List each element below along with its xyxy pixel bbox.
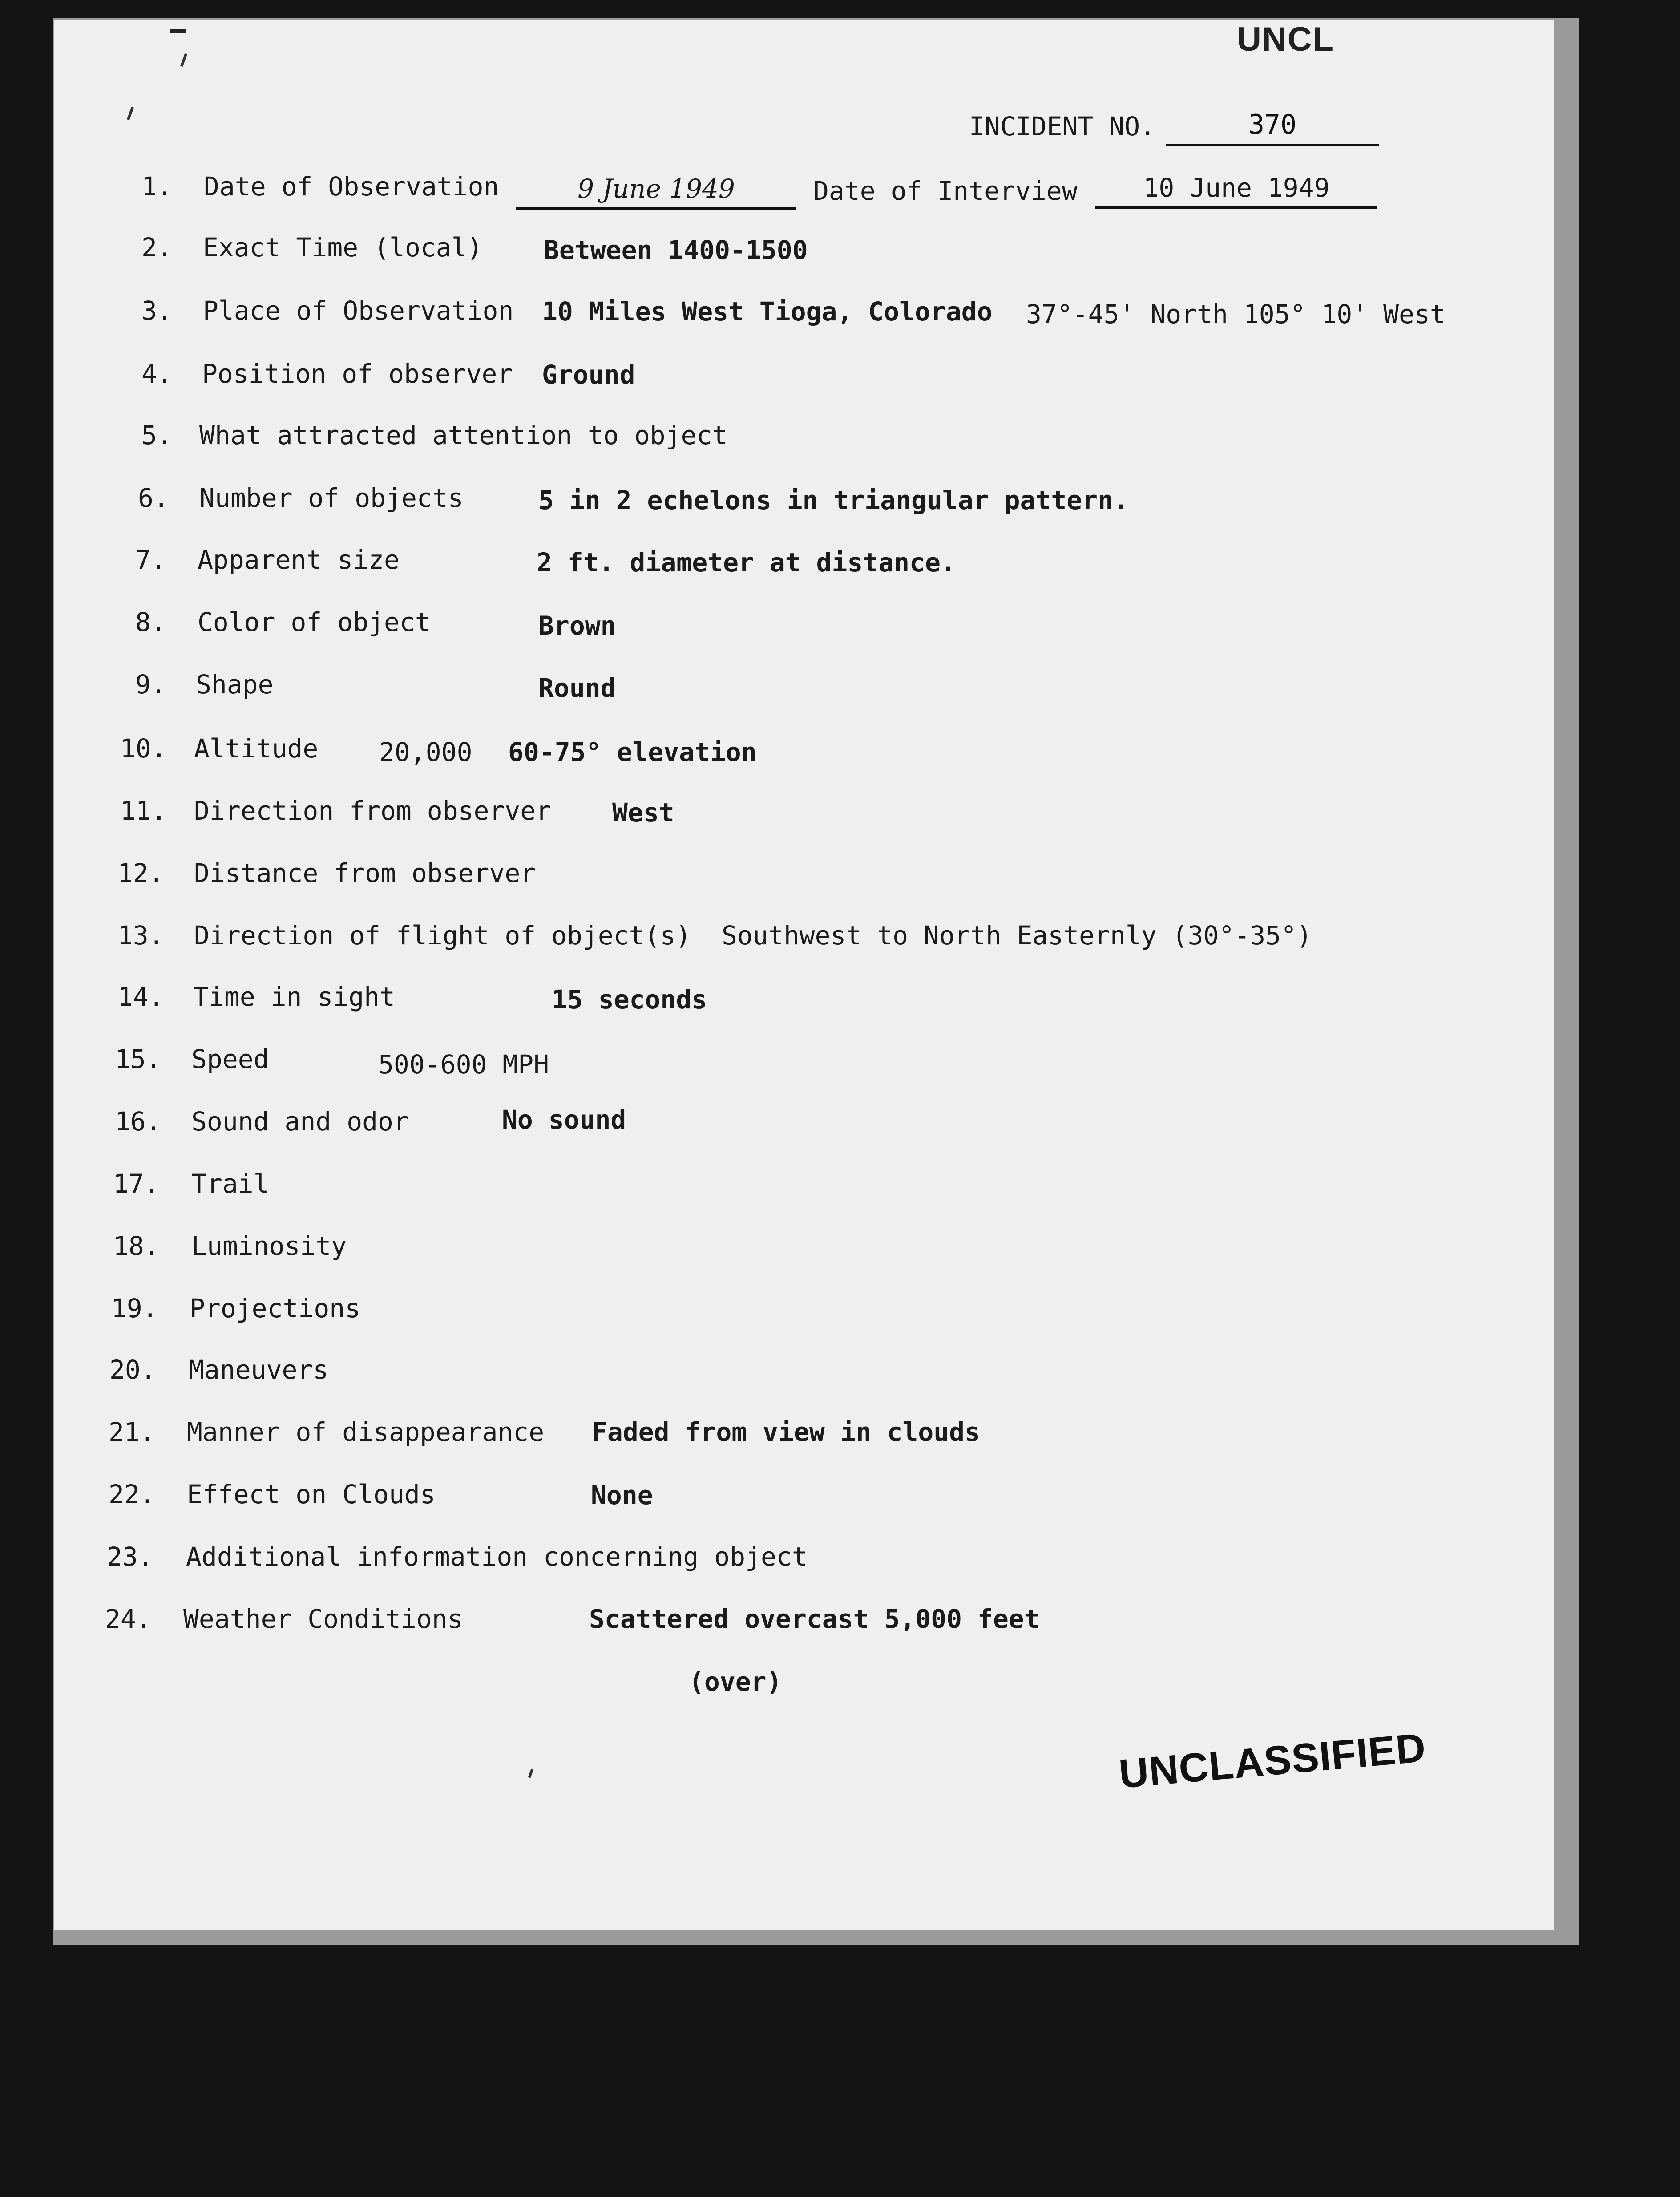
item-number: 19. bbox=[111, 1293, 158, 1323]
item-number: 20. bbox=[109, 1355, 156, 1385]
item-label: Weather Conditions bbox=[183, 1604, 463, 1634]
incident-number: 370 bbox=[1166, 109, 1379, 146]
item-value: Brown bbox=[538, 611, 616, 641]
item-label: Time in sight bbox=[193, 982, 395, 1012]
item-number: 24. bbox=[105, 1604, 152, 1634]
item-number: 8. bbox=[135, 607, 166, 637]
item-value: 15 seconds bbox=[552, 984, 707, 1015]
item-label: Color of object bbox=[198, 607, 431, 637]
item-label: Trail bbox=[191, 1169, 269, 1199]
over-note: (over) bbox=[689, 1667, 782, 1697]
item-value: Faded from view in clouds bbox=[592, 1417, 980, 1447]
item-value: 5 in 2 echelons in triangular pattern. bbox=[538, 485, 1129, 515]
item-label: Maneuvers bbox=[189, 1355, 329, 1385]
item-number: 1. bbox=[141, 171, 173, 202]
item-label: Luminosity bbox=[191, 1231, 347, 1261]
item-number: 13. bbox=[117, 920, 164, 951]
classification-stamp-top: UNCL bbox=[1237, 20, 1335, 58]
item-value: 500-600 MPH bbox=[378, 1049, 549, 1080]
item-number: 6. bbox=[138, 483, 169, 513]
item-label: Date of Observation bbox=[204, 171, 499, 202]
classification-stamp-bottom: UNCLASSIFIED bbox=[1117, 1725, 1428, 1797]
item-value: 20,000 bbox=[379, 737, 472, 767]
item-number: 11. bbox=[120, 796, 167, 826]
item-label: Exact Time (local) bbox=[203, 232, 483, 263]
item-label: Apparent size bbox=[198, 545, 400, 575]
item-label: Sound and odor bbox=[191, 1106, 409, 1137]
item-label: Manner of disappearance bbox=[187, 1417, 545, 1447]
item-label: Distance from observer bbox=[194, 858, 536, 888]
ink-mark bbox=[170, 29, 186, 33]
item-value-coordinates: 37°-45' North 105° 10' West bbox=[1026, 299, 1446, 329]
item-label: Projections bbox=[190, 1293, 361, 1323]
item-number: 18. bbox=[113, 1231, 160, 1261]
item-value: 10 Miles West Tioga, Colorado bbox=[542, 296, 993, 327]
item-value: West bbox=[612, 797, 674, 828]
item-label: Position of observer bbox=[202, 359, 513, 389]
item-value: Between 1400-1500 bbox=[544, 235, 808, 265]
item-value: Ground bbox=[542, 360, 635, 390]
item-label: Speed bbox=[191, 1044, 269, 1074]
item-number: 9. bbox=[135, 669, 166, 700]
item-label: Direction of flight of object(s) bbox=[194, 920, 691, 951]
item-number: 15. bbox=[115, 1044, 162, 1074]
item-label: Shape bbox=[196, 669, 274, 700]
item-value: None bbox=[591, 1480, 653, 1510]
item-number: 5. bbox=[141, 420, 173, 450]
item-number: 12. bbox=[117, 858, 164, 888]
item-value-elevation: 60-75° elevation bbox=[508, 737, 757, 767]
item-number: 23. bbox=[107, 1542, 153, 1572]
item-label: Additional information concerning object bbox=[186, 1542, 808, 1572]
item-value: No sound bbox=[502, 1105, 626, 1135]
item-number: 21. bbox=[109, 1417, 155, 1447]
item-value: Scattered overcast 5,000 feet bbox=[589, 1604, 1040, 1634]
item-number: 16. bbox=[115, 1106, 162, 1137]
item-number: 10. bbox=[120, 733, 167, 764]
item-label: Date of Interview bbox=[813, 176, 1078, 206]
item-number: 22. bbox=[109, 1479, 155, 1509]
item-label: Place of Observation bbox=[203, 295, 514, 326]
incident-label: INCIDENT NO. bbox=[969, 111, 1156, 142]
item-number: 2. bbox=[141, 232, 173, 263]
observation-date: 9 June 1949 bbox=[516, 174, 796, 210]
item-number: 14. bbox=[117, 982, 164, 1012]
item-number: 17. bbox=[113, 1169, 160, 1199]
item-label: Number of objects bbox=[199, 483, 464, 513]
item-number: 4. bbox=[141, 359, 173, 389]
item-label: What attracted attention to object bbox=[199, 420, 728, 450]
item-number: 7. bbox=[135, 545, 166, 575]
item-number: 3. bbox=[141, 295, 173, 326]
item-label: Altitude bbox=[194, 733, 319, 764]
interview-date: 10 June 1949 bbox=[1095, 173, 1377, 209]
item-label: Effect on Clouds bbox=[187, 1479, 436, 1509]
item-value: 2 ft. diameter at distance. bbox=[537, 547, 956, 578]
item-label: Direction from observer bbox=[194, 796, 552, 826]
item-value: Round bbox=[538, 673, 616, 703]
item-value: Southwest to North Easternly (30°-35°) bbox=[722, 920, 1312, 951]
